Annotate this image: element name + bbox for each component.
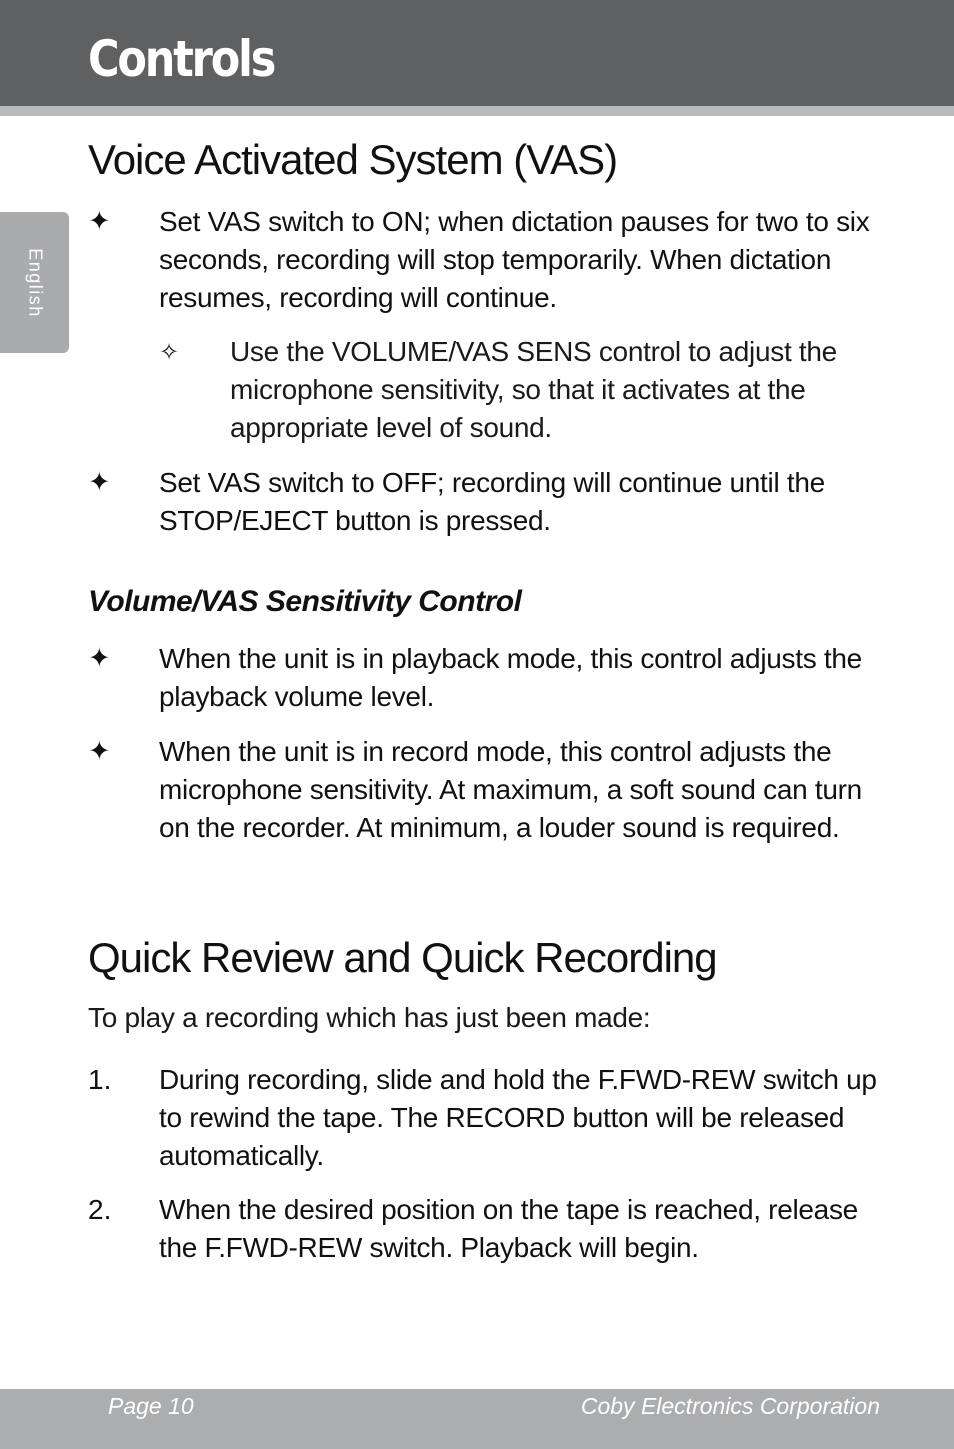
vas-heading: Voice Activated System (VAS) <box>88 136 618 183</box>
language-tab <box>0 212 69 353</box>
step-1-text: During recording, slide and hold the F.FWD-REW switch up to rewind the tape. The RECORD button will be released automatically. <box>159 1064 877 1171</box>
header-divider <box>0 106 954 116</box>
vas-bullet-1-text: Set VAS switch to ON; when dictation pauses for two to six seconds, recording will stop temporarily. When dictation resumes, recording will continue. <box>159 206 870 313</box>
page-number: Page 10 <box>108 1393 194 1419</box>
four-point-star-icon: ✦ <box>88 736 111 767</box>
four-point-star-icon: ✦ <box>88 467 111 498</box>
volume-subheading: Volume/VAS Sensitivity Control <box>88 585 522 618</box>
vas-bullet-2-text: Set VAS switch to OFF; recording will continue until the STOP/EJECT button is pressed. <box>159 467 825 536</box>
quick-review-heading: Quick Review and Quick Recording <box>88 934 717 981</box>
four-point-star-icon: ✦ <box>88 643 111 674</box>
company-name: Coby Electronics Corporation <box>580 1393 880 1419</box>
page-title: Controls <box>88 30 275 88</box>
step-2-text: When the desired position on the tape is reached, release the F.FWD-REW switch. Playback will begin. <box>159 1194 858 1263</box>
language-tab-label: English <box>25 247 45 318</box>
quick-review-intro: To play a recording which has just been made: <box>88 1002 651 1033</box>
volume-bullet-2-text: When the unit is in record mode, this control adjusts the microphone sensitivity. At maximum, a soft sound can turn on the recorder. At minimum, a louder sound is required. <box>159 736 862 843</box>
volume-bullet-1-text: When the unit is in playback mode, this control adjusts the playback volume level. <box>159 643 862 712</box>
four-point-star-outline-icon: ✧ <box>159 338 180 366</box>
vas-sub-bullet-1-text: Use the VOLUME/VAS SENS control to adjust the microphone sensitivity, so that it activates at the appropriate level of sound. <box>230 336 837 443</box>
step-number: 1. <box>88 1064 112 1095</box>
step-number: 2. <box>88 1194 112 1225</box>
four-point-star-icon: ✦ <box>88 206 111 237</box>
